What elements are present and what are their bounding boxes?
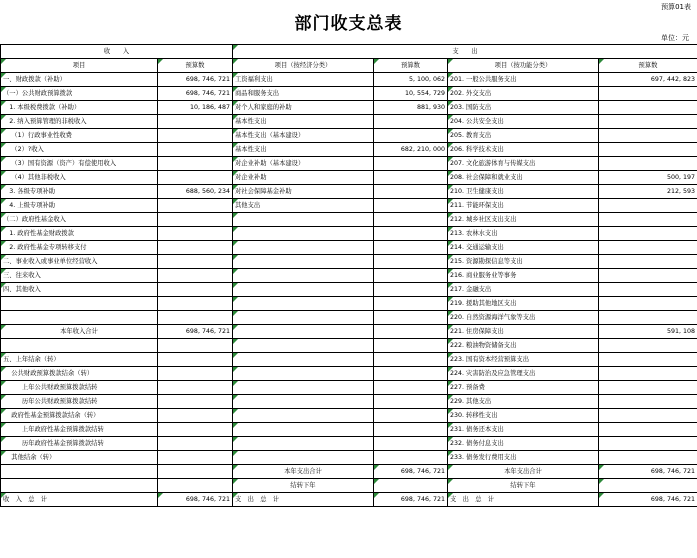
income-budget [158,339,233,353]
expense-budget-func [599,423,697,437]
expense-total-func: 698, 746, 721 [599,465,697,479]
expense-budget-func [599,115,697,129]
expense-item-econ [233,409,374,423]
expense-item-econ [233,241,374,255]
expense-budget-econ [374,437,448,451]
expense-item-func: 221. 住房保障支出 [448,325,599,339]
table-row [1,115,697,129]
unit-label: 单位：元 [661,34,689,42]
expense-sum-func: 698, 746, 721 [599,493,697,507]
table-row [1,339,697,353]
expense-budget-func [599,367,697,381]
table-row [1,73,697,87]
expense-total-row [1,465,697,479]
carry-forward-label-econ: 结转下年 [233,479,374,493]
expense-budget-econ [374,353,448,367]
table-row [1,255,697,269]
expense-item-func: 201. 一般公共服务支出 [448,73,599,87]
table-row [1,367,697,381]
expense-item-func: 203. 国防支出 [448,101,599,115]
col-item-func: 项目（按功能分类） [448,59,599,73]
expense-budget-func [599,353,697,367]
income-item: （二）政府性基金收入 [1,213,158,227]
expense-budget-func [599,227,697,241]
expense-item-func: 216. 商业服务业等事务 [448,269,599,283]
expense-item-econ: 其他支出 [233,199,374,213]
expense-budget-func [599,381,697,395]
expense-budget-econ [374,409,448,423]
expense-item-func: 232. 债务付息支出 [448,437,599,451]
table-row [1,451,697,465]
expense-sum-econ: 698, 746, 721 [374,493,448,507]
expense-budget-econ [374,199,448,213]
expense-item-econ [233,339,374,353]
expense-budget-econ [374,269,448,283]
carry-forward-label-func: 结转下年 [448,479,599,493]
expense-budget-func [599,101,697,115]
income-budget [158,115,233,129]
expense-budget-func [599,241,697,255]
expense-item-econ: 对企业补助（基本建设） [233,157,374,171]
expense-item-func: 217. 金融支出 [448,283,599,297]
budget-table [0,44,697,507]
income-item [1,297,158,311]
income-budget: 688, 560, 234 [158,185,233,199]
table-row [1,241,697,255]
income-item: 1. 政府性基金财政拨款 [1,227,158,241]
expense-budget-econ [374,381,448,395]
expense-budget-func [599,157,697,171]
income-budget [158,381,233,395]
table-row [1,297,697,311]
income-item: 四、其他收入 [1,283,158,297]
expense-item-econ [233,227,374,241]
grand-total-row [1,493,697,507]
income-budget [158,367,233,381]
expense-item-func: 231. 债务还本支出 [448,423,599,437]
income-budget [158,199,233,213]
expense-budget-econ: 682, 210, 000 [374,143,448,157]
income-budget [158,157,233,171]
expense-item-func: 223. 国有资本经营预算支出 [448,353,599,367]
expense-item-func: 206. 科学技术支出 [448,143,599,157]
income-budget [158,255,233,269]
expense-item-econ [233,255,374,269]
expense-budget-func [599,129,697,143]
table-row [1,311,697,325]
column-header-row [1,59,697,73]
income-item: （4）其他非税收入 [1,171,158,185]
expense-item-func: 224. 灾害防治及应急管理支出 [448,367,599,381]
income-header: 收 入 [1,45,233,59]
income-item: 本年收入合计 [1,325,158,339]
expense-item-econ: 对社会保障基金补助 [233,185,374,199]
expense-item-econ [233,381,374,395]
expense-budget-econ: 5, 100, 062 [374,73,448,87]
table-row [1,171,697,185]
expense-item-econ: 基本性支出 [233,143,374,157]
expense-budget-func [599,199,697,213]
expense-item-func: 211. 节能环保支出 [448,199,599,213]
expense-budget-func [599,283,697,297]
expense-header: 支 出 [233,45,697,59]
expense-budget-func: 212, 593 [599,185,697,199]
table-row [1,353,697,367]
col-budget: 预算数 [158,59,233,73]
col-item: 项目 [1,59,158,73]
expense-item-econ: 对个人和家庭的补助 [233,101,374,115]
income-sum: 698, 746, 721 [158,493,233,507]
expense-item-func: 229. 其他支出 [448,395,599,409]
table-body [1,73,697,465]
expense-item-func: 202. 外交支出 [448,87,599,101]
col-budget-func: 预算数 [599,59,697,73]
table-row [1,227,697,241]
income-item: 公共财政预算拨款结余（转） [1,367,158,381]
expense-budget-func [599,339,697,353]
income-budget [158,171,233,185]
income-budget: 698, 746, 721 [158,87,233,101]
expense-item-econ [233,297,374,311]
expense-budget-func: 697, 442, 823 [599,73,697,87]
table-row [1,213,697,227]
expense-budget-econ [374,241,448,255]
expense-budget-econ [374,339,448,353]
expense-budget-econ [374,115,448,129]
table-row [1,199,697,213]
carry-forward-row [1,479,697,493]
income-budget [158,213,233,227]
expense-item-func: 230. 转移性支出 [448,409,599,423]
page-title: 部门收支总表 [294,14,403,34]
income-budget [158,353,233,367]
table-row [1,283,697,297]
expense-budget-func [599,311,697,325]
table-row [1,423,697,437]
income-item: （一）公共财政预算拨款 [1,87,158,101]
income-item: 历年公共财政预算拨款结转 [1,395,158,409]
income-budget [158,269,233,283]
income-budget [158,395,233,409]
income-item: 1. 本级税费拨款（补助） [1,101,158,115]
expense-budget-func [599,395,697,409]
income-budget [158,437,233,451]
expense-item-econ [233,325,374,339]
income-item: 上年公共财政预算拨款结转 [1,381,158,395]
income-item: 3. 各级专项补助 [1,185,158,199]
expense-item-func: 220. 自然资源海洋气象等支出 [448,311,599,325]
expense-item-econ: 商品和服务支出 [233,87,374,101]
expense-item-econ [233,213,374,227]
expense-budget-econ [374,283,448,297]
expense-item-func: 204. 公共安全支出 [448,115,599,129]
expense-budget-econ [374,423,448,437]
expense-total-econ: 698, 746, 721 [374,465,448,479]
expense-item-func: 210. 卫生健康支出 [448,185,599,199]
table-row [1,157,697,171]
income-item: 历年政府性基金预算拨款结转 [1,437,158,451]
income-budget [158,129,233,143]
expense-budget-econ [374,311,448,325]
expense-budget-econ [374,395,448,409]
expense-budget-func: 591, 108 [599,325,697,339]
expense-item-func: 233. 债务发行费用支出 [448,451,599,465]
income-item: 五、上年结余（转） [1,353,158,367]
income-item: 2. 政府性基金专项转移支付 [1,241,158,255]
table-row [1,143,697,157]
income-item: 4. 上级专项补助 [1,199,158,213]
expense-budget-econ [374,451,448,465]
expense-item-func: 227. 预备费 [448,381,599,395]
expense-budget-func [599,297,697,311]
table-row [1,101,697,115]
col-item-econ: 项目（按经济分类） [233,59,374,73]
expense-item-econ [233,451,374,465]
expense-item-func: 213. 农林水支出 [448,227,599,241]
table-footer [1,465,697,507]
income-item: 上年政府性基金预算拨款结转 [1,423,158,437]
expense-budget-econ [374,185,448,199]
income-budget: 698, 746, 721 [158,325,233,339]
income-item: 其他结余（转） [1,451,158,465]
table-row [1,409,697,423]
expense-item-econ [233,395,374,409]
expense-budget-econ [374,367,448,381]
expense-budget-func: 500, 197 [599,171,697,185]
form-code: 预算01表 [661,3,691,11]
expense-budget-econ [374,171,448,185]
expense-item-func: 214. 交通运输支出 [448,241,599,255]
expense-total-label-func: 本年支出合计 [448,465,599,479]
expense-budget-econ: 10, 554, 729 [374,87,448,101]
income-budget [158,297,233,311]
expense-budget-econ [374,227,448,241]
income-budget [158,409,233,423]
income-budget: 10, 186, 487 [158,101,233,115]
table-row [1,185,697,199]
expense-budget-func [599,451,697,465]
expense-item-econ: 工资福利支出 [233,73,374,87]
expense-budget-func [599,255,697,269]
section-header-row [1,45,697,59]
expense-budget-func [599,143,697,157]
expense-budget-func [599,87,697,101]
expense-item-func: 212. 城乡社区支出支出 [448,213,599,227]
income-sum-label: 收 入 总 计 [1,493,158,507]
income-item: 二、事业收入或事业单位经营收入 [1,255,158,269]
expense-item-econ: 基本性支出（基本建设） [233,129,374,143]
table-row [1,381,697,395]
expense-budget-func [599,213,697,227]
expense-item-econ [233,353,374,367]
table-row [1,325,697,339]
income-budget: 698, 746, 721 [158,73,233,87]
expense-budget-func [599,437,697,451]
income-item: （2）?收入 [1,143,158,157]
expense-total-label-econ: 本年支出合计 [233,465,374,479]
expense-budget-func [599,269,697,283]
expense-budget-econ: 881, 930 [374,101,448,115]
col-budget-econ: 预算数 [374,59,448,73]
income-budget [158,241,233,255]
expense-budget-econ [374,157,448,171]
expense-item-func: 222. 粮油物资储备支出 [448,339,599,353]
expense-item-func: 207. 文化旅游体育与传媒支出 [448,157,599,171]
income-item: （3）国有资源（资产）有偿使用收入 [1,157,158,171]
expense-budget-econ [374,297,448,311]
expense-item-econ [233,311,374,325]
expense-item-econ [233,269,374,283]
expense-item-econ [233,437,374,451]
income-budget [158,143,233,157]
expense-sum-label-func: 支 出 总 计 [448,493,599,507]
income-item: 政府性基金预算拨款结余（转） [1,409,158,423]
expense-item-econ [233,367,374,381]
income-item [1,339,158,353]
expense-budget-econ [374,325,448,339]
expense-item-econ: 基本性支出 [233,115,374,129]
expense-item-econ: 对企业补助 [233,171,374,185]
income-budget [158,227,233,241]
income-budget [158,423,233,437]
expense-budget-func [599,409,697,423]
expense-budget-econ [374,255,448,269]
table-row [1,395,697,409]
table-row [1,129,697,143]
income-item [1,311,158,325]
expense-item-func: 219. 援助其他地区支出 [448,297,599,311]
income-item: 2. 纳入预算管理的非税收入 [1,115,158,129]
expense-item-func: 205. 教育支出 [448,129,599,143]
expense-item-econ [233,283,374,297]
income-budget [158,311,233,325]
expense-budget-econ [374,129,448,143]
income-item: 三、往来收入 [1,269,158,283]
table-row [1,437,697,451]
table-row [1,269,697,283]
expense-budget-econ [374,213,448,227]
table-row [1,87,697,101]
expense-item-func: 208. 社会保障和就业支出 [448,171,599,185]
expense-sum-label-econ: 支 出 总 计 [233,493,374,507]
income-budget [158,451,233,465]
income-budget [158,283,233,297]
expense-item-func: 215. 资源勘探信息等支出 [448,255,599,269]
income-item: 一、财政拨款（补助） [1,73,158,87]
expense-item-econ [233,423,374,437]
income-item: （1）行政事业性收费 [1,129,158,143]
